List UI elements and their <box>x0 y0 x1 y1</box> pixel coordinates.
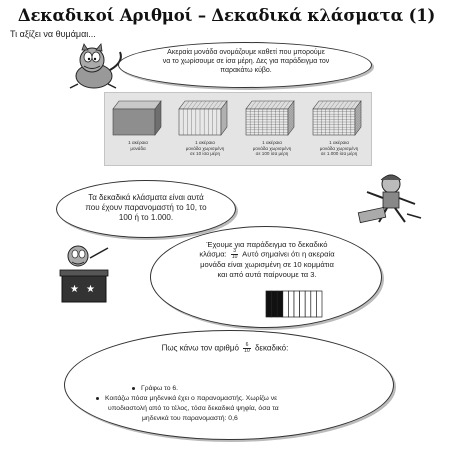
bubble-decimal-fractions-text <box>66 193 226 223</box>
cube-caption-3: 1 ακέραια μονάδα χωρισμένη σε 100 ίσα μέρη <box>252 140 292 157</box>
bubble-example-text <box>172 240 362 279</box>
cube-thousandths <box>313 101 361 135</box>
definition-line-2: να το χωρίσουμε σε ίσα μέρη. Δες για παράδειγμα τον <box>162 57 330 65</box>
strip-part-empty <box>294 291 300 317</box>
cube-caption-1: 1 ακέραια μονάδα <box>128 140 148 151</box>
step-2: Κοιτάζω πόσα μηδενικά έχει ο παρανομαστής. Χωρίζω νε <box>82 394 382 404</box>
cube-hundredths <box>246 101 294 135</box>
page-title: Δεκαδικοί Αριθμοί – Δεκαδικά κλάσματα (1) <box>17 6 436 25</box>
definition-line-1: Ακεραία μονάδα ονομάζουμε καθετί που μπορούμε <box>167 49 325 56</box>
cube-caption-4: 1 ακέραια μονάδα χωρισμένη σε 1.000 ίσα μέρη <box>319 140 359 157</box>
step-1: Γράφω το 6. <box>82 384 382 394</box>
example-line-4: και από αυτά παίρνουμε τα 3. <box>217 269 317 279</box>
conversion-steps <box>82 384 382 423</box>
fraction-six-tenths: $\frac{6}{10}$ <box>244 342 250 354</box>
strip-part-empty <box>311 291 317 317</box>
step-2-continued: υποδιαστολή από το τέλος, τόσα δεκαδικά ψηφία, όσα τα <box>108 404 279 412</box>
conversion-question: Πως κάνω τον αριθμό $\frac{6}{10}$ δεκαδικό: <box>161 342 289 354</box>
strip-part-shaded <box>277 291 283 317</box>
boy-sitting-cartoon-icon <box>355 170 425 226</box>
intro-label: Τι αξίζει να θυμάμαι... <box>10 29 96 39</box>
strip-part-shaded <box>266 291 272 317</box>
garfield-magician-cartoon-icon <box>56 244 118 308</box>
svg-text:★: ★ <box>70 284 79 295</box>
cubes-illustration <box>104 92 372 166</box>
step-2-result: μηδενικά του παρανομαστή: 0,6 <box>142 414 238 422</box>
example-line-3: μονάδα είναι χωρισμένη σε 10 κομμάτια <box>200 260 334 270</box>
strip-part-empty <box>316 291 322 317</box>
example-line-1: Έχουμε για παράδειγμα το δεκαδικό <box>206 240 328 249</box>
bubble-definition-text <box>130 49 362 75</box>
fractions-line-3: 100 ή το 1.000. <box>118 213 174 222</box>
strip-part-shaded <box>272 291 278 317</box>
definition-line-3: παρακάτω κύβο. <box>220 66 272 74</box>
cube-caption-2: 1 ακέραια μονάδα χωρισμένη σε 10 ίσα μέρη <box>185 140 225 157</box>
tenths-strip <box>264 289 326 319</box>
fractions-line-2: που έχουν παρανομαστή το 10, το <box>85 203 207 212</box>
strip-part-empty <box>300 291 306 317</box>
cube-whole <box>113 101 161 135</box>
fraction-three-tenths: $\frac{3}{10}$ <box>231 248 238 261</box>
fractions-line-1: Τα δεκαδικά κλάσματα είναι αυτά <box>88 193 204 202</box>
strip-part-empty <box>288 291 294 317</box>
example-line-2: κλάσμα: $\frac{3}{10}$ Αυτό σημαίνει ότι η ακεραία <box>199 248 335 261</box>
cube-tenths <box>179 101 227 135</box>
svg-text:★: ★ <box>86 284 95 295</box>
strip-part-empty <box>283 291 289 317</box>
strip-part-empty <box>305 291 311 317</box>
